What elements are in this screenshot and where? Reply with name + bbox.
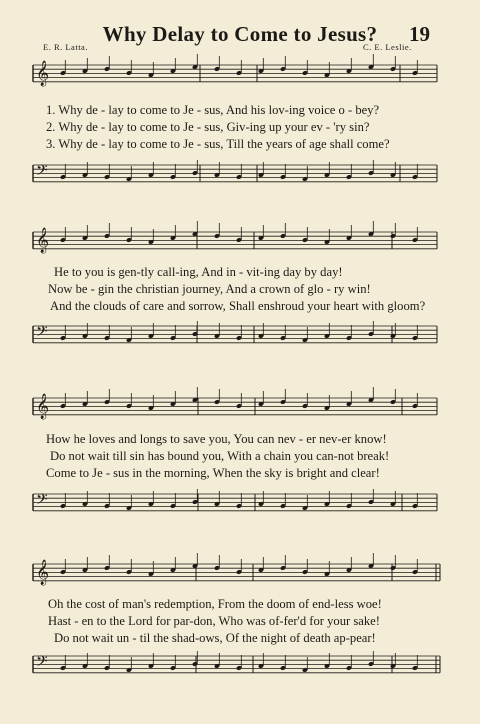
- lyric-line: Come to Je - sus in the morning, When the sky is bright and clear!: [46, 466, 380, 480]
- bass-clef-icon: 𝄢: [36, 491, 48, 512]
- composer-credit: C. E. Leslie.: [363, 42, 412, 52]
- page-number: 19: [409, 22, 430, 46]
- lyric-line: He to you is gen-tly call-ing, And in - vit-ing day by day!: [54, 265, 343, 279]
- hymn-title: Why Delay to Come to Jesus?: [102, 22, 378, 46]
- lyric-line: Now be - gin the christian journey, And a crown of glo - ry win!: [48, 282, 371, 296]
- lyric-line: 3. Why de - lay to come to Je - sus, Till the years of age shall come?: [46, 137, 390, 151]
- lyric-line: Do not wait un - til the shad-ows, Of the night of death ap-pear!: [54, 631, 376, 645]
- treble-clef-icon: 𝄞: [36, 394, 50, 419]
- lyric-line: And the clouds of care and sorrow, Shall enshroud your heart with gloom?: [50, 299, 426, 313]
- lyricist-credit: E. R. Latta.: [43, 42, 88, 52]
- bass-clef-icon: 𝄢: [36, 653, 48, 674]
- treble-clef-icon: 𝄞: [36, 61, 50, 86]
- lyric-line: Hast - en to the Lord for par-don, Who was of-fer'd for your sake!: [48, 614, 380, 628]
- bass-clef-icon: 𝄢: [36, 323, 48, 344]
- lyric-line: 1. Why de - lay to come to Je - sus, And his lov-ing voice o - bey?: [46, 103, 380, 117]
- lyric-line: Oh the cost of man's redemption, From the doom of end-less woe!: [48, 597, 382, 611]
- lyric-line: How he loves and longs to save you, You can nev - er nev-er know!: [46, 432, 387, 446]
- treble-clef-icon: 𝄞: [36, 228, 50, 253]
- treble-clef-icon: 𝄞: [36, 560, 50, 585]
- lyric-line: 2. Why de - lay to come to Je - sus, Giv-ing up your ev - 'ry sin?: [46, 120, 370, 134]
- bass-clef-icon: 𝄢: [36, 162, 48, 183]
- lyric-line: Do not wait till sin has bound you, With a chain you can-not break!: [50, 449, 390, 463]
